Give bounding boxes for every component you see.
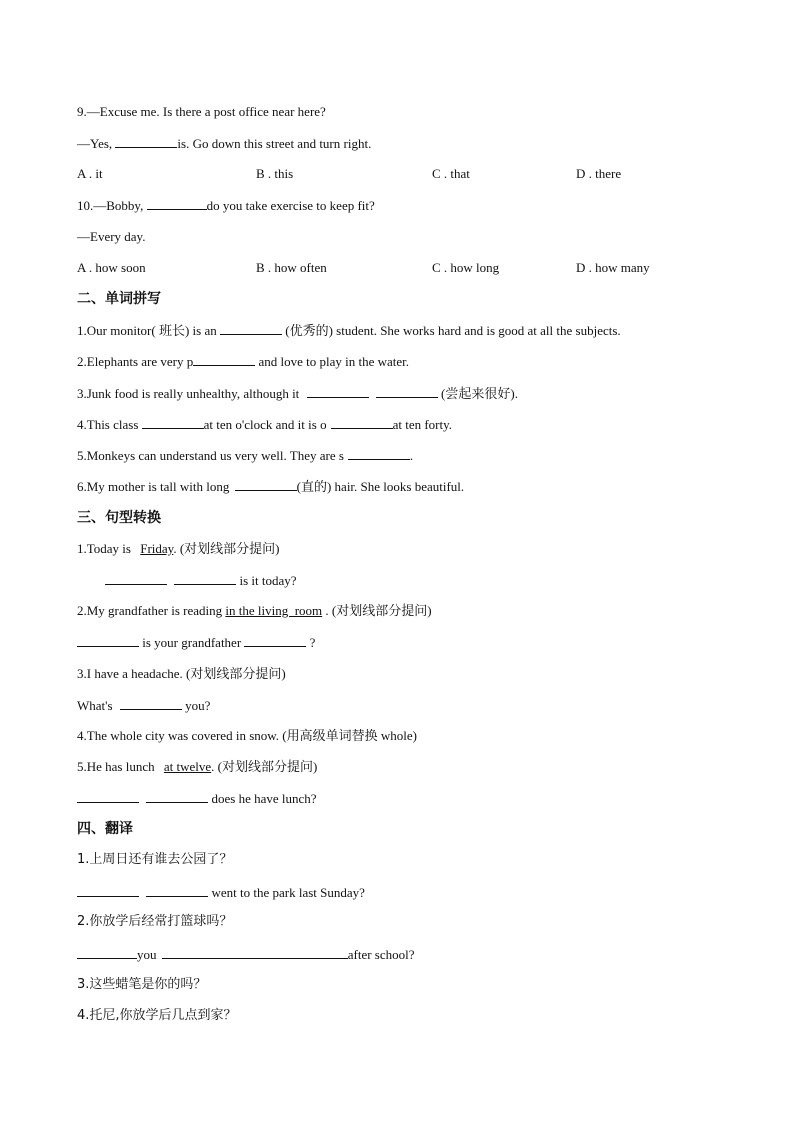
question-9-answer-line bbox=[77, 135, 371, 152]
q10-option-d[interactable]: D . how many bbox=[576, 260, 650, 275]
question-text: . bbox=[409, 448, 414, 463]
question-text: 2.My grandfather is reading bbox=[77, 603, 223, 618]
question-text: 5.He has lunch bbox=[77, 759, 155, 774]
answer-blank[interactable] bbox=[77, 634, 139, 647]
transform-question-3: 3.I have a headache. (对划线部分提问) bbox=[77, 666, 286, 681]
answer-blank[interactable] bbox=[115, 135, 177, 148]
answer-text: does he have lunch? bbox=[211, 791, 317, 806]
section-heading-sentence-transform: 三、句型转换 bbox=[77, 510, 161, 526]
answer-text: went to the park last Sunday? bbox=[211, 885, 365, 900]
question-text: 4.This class bbox=[77, 417, 139, 432]
question-text: 2.Elephants are very p bbox=[77, 354, 194, 369]
q9-option-d[interactable]: D . there bbox=[576, 166, 622, 181]
q10-option-a[interactable]: A . how soon bbox=[77, 260, 146, 275]
answer-blank[interactable] bbox=[235, 478, 297, 491]
answer-blank[interactable] bbox=[147, 197, 207, 210]
question-10-answer: —Every day. bbox=[77, 229, 146, 244]
answer-text: What's bbox=[77, 698, 113, 713]
answer-text: is your grandfather bbox=[142, 635, 242, 650]
answer-text: after school? bbox=[347, 947, 415, 962]
answer-prefix: —Yes, bbox=[77, 136, 113, 151]
answer-blank[interactable] bbox=[162, 946, 348, 959]
question-suffix: do you take exercise to keep fit? bbox=[206, 198, 375, 213]
question-text: at ten forty. bbox=[392, 417, 453, 432]
answer-blank[interactable] bbox=[331, 416, 393, 429]
question-10 bbox=[77, 197, 375, 214]
spelling-question-5 bbox=[77, 447, 413, 464]
answer-blank[interactable] bbox=[244, 634, 306, 647]
translation-question-3: 3.这些蜡笔是你的吗？ bbox=[77, 977, 207, 992]
transform-answer-1 bbox=[105, 572, 297, 589]
answer-blank[interactable] bbox=[146, 884, 208, 897]
answer-blank[interactable] bbox=[120, 697, 182, 710]
answer-blank[interactable] bbox=[348, 447, 410, 460]
answer-blank[interactable] bbox=[105, 572, 167, 585]
question-text: . (对划线部分提问) bbox=[173, 541, 280, 556]
underlined-part: Friday bbox=[140, 541, 174, 556]
question-text: (直的) hair. She looks beautiful. bbox=[296, 479, 465, 494]
q10-option-b[interactable]: B . how often bbox=[256, 260, 327, 275]
answer-text: you? bbox=[185, 698, 211, 713]
translation-question-4: 4.托尼,你放学后几点到家？ bbox=[77, 1008, 237, 1023]
question-text: at ten o'clock and it is o bbox=[203, 417, 327, 432]
question-text: and love to play in the water. bbox=[258, 354, 410, 369]
answer-blank[interactable] bbox=[146, 790, 208, 803]
q9-option-b[interactable]: B . this bbox=[256, 166, 294, 181]
question-text: . (对划线部分提问) bbox=[211, 759, 318, 774]
transform-question-4: 4.The whole city was covered in snow. (用高级单词替换 whole) bbox=[77, 728, 417, 743]
transform-question-5 bbox=[77, 759, 317, 775]
q10-option-c[interactable]: C . how long bbox=[432, 260, 500, 275]
answer-blank[interactable] bbox=[142, 416, 204, 429]
q9-option-a[interactable]: A . it bbox=[77, 166, 103, 181]
question-text: 1.Our monitor( 班长) is an bbox=[77, 323, 217, 338]
answer-blank[interactable] bbox=[77, 790, 139, 803]
answer-text: you bbox=[137, 947, 157, 962]
question-9: 9.—Excuse me. Is there a post office near here? bbox=[77, 104, 326, 119]
answer-blank[interactable] bbox=[193, 353, 255, 366]
transform-question-2 bbox=[77, 603, 432, 619]
section-heading-translation: 四、翻译 bbox=[77, 821, 133, 837]
answer-blank[interactable] bbox=[220, 322, 282, 335]
question-text: 6.My mother is tall with long bbox=[77, 479, 230, 494]
spelling-question-1 bbox=[77, 322, 621, 339]
answer-blank[interactable] bbox=[174, 572, 236, 585]
spelling-question-2 bbox=[77, 353, 409, 370]
answer-blank[interactable] bbox=[77, 946, 137, 959]
spelling-question-4 bbox=[77, 416, 452, 433]
translation-answer-1 bbox=[77, 884, 365, 901]
question-text: 1.Today is bbox=[77, 541, 131, 556]
translation-question-1: 1.上周日还有谁去公园了？ bbox=[77, 852, 233, 867]
underlined-part: in the living room bbox=[225, 603, 323, 618]
answer-blank[interactable] bbox=[77, 884, 139, 897]
answer-text: ? bbox=[309, 635, 316, 650]
transform-answer-5 bbox=[77, 790, 317, 807]
answer-text: is it today? bbox=[239, 573, 297, 588]
question-prefix: 10.—Bobby, bbox=[77, 198, 144, 213]
spelling-question-6 bbox=[77, 478, 464, 495]
question-text: 5.Monkeys can understand us very well. They are s bbox=[77, 448, 344, 463]
spelling-question-3 bbox=[77, 385, 518, 402]
translation-answer-2 bbox=[77, 946, 415, 963]
underlined-part: at twelve bbox=[163, 759, 212, 774]
transform-question-1 bbox=[77, 541, 280, 557]
transform-answer-2 bbox=[77, 634, 315, 651]
question-text: (优秀的) student. She works hard and is good at all the subjects. bbox=[285, 323, 621, 338]
answer-blank[interactable] bbox=[307, 385, 369, 398]
q9-option-c[interactable]: C . that bbox=[432, 166, 470, 181]
transform-answer-3 bbox=[77, 697, 210, 714]
question-text: . (对划线部分提问) bbox=[325, 603, 432, 618]
translation-question-2: 2.你放学后经常打篮球吗？ bbox=[77, 914, 233, 929]
section-heading-spelling: 二、单词拼写 bbox=[77, 291, 161, 307]
question-text: 3.Junk food is really unhealthy, although it bbox=[77, 386, 300, 401]
question-text: (尝起来很好). bbox=[441, 386, 518, 401]
answer-blank[interactable] bbox=[376, 385, 438, 398]
answer-suffix: is. Go down this street and turn right. bbox=[177, 136, 372, 151]
